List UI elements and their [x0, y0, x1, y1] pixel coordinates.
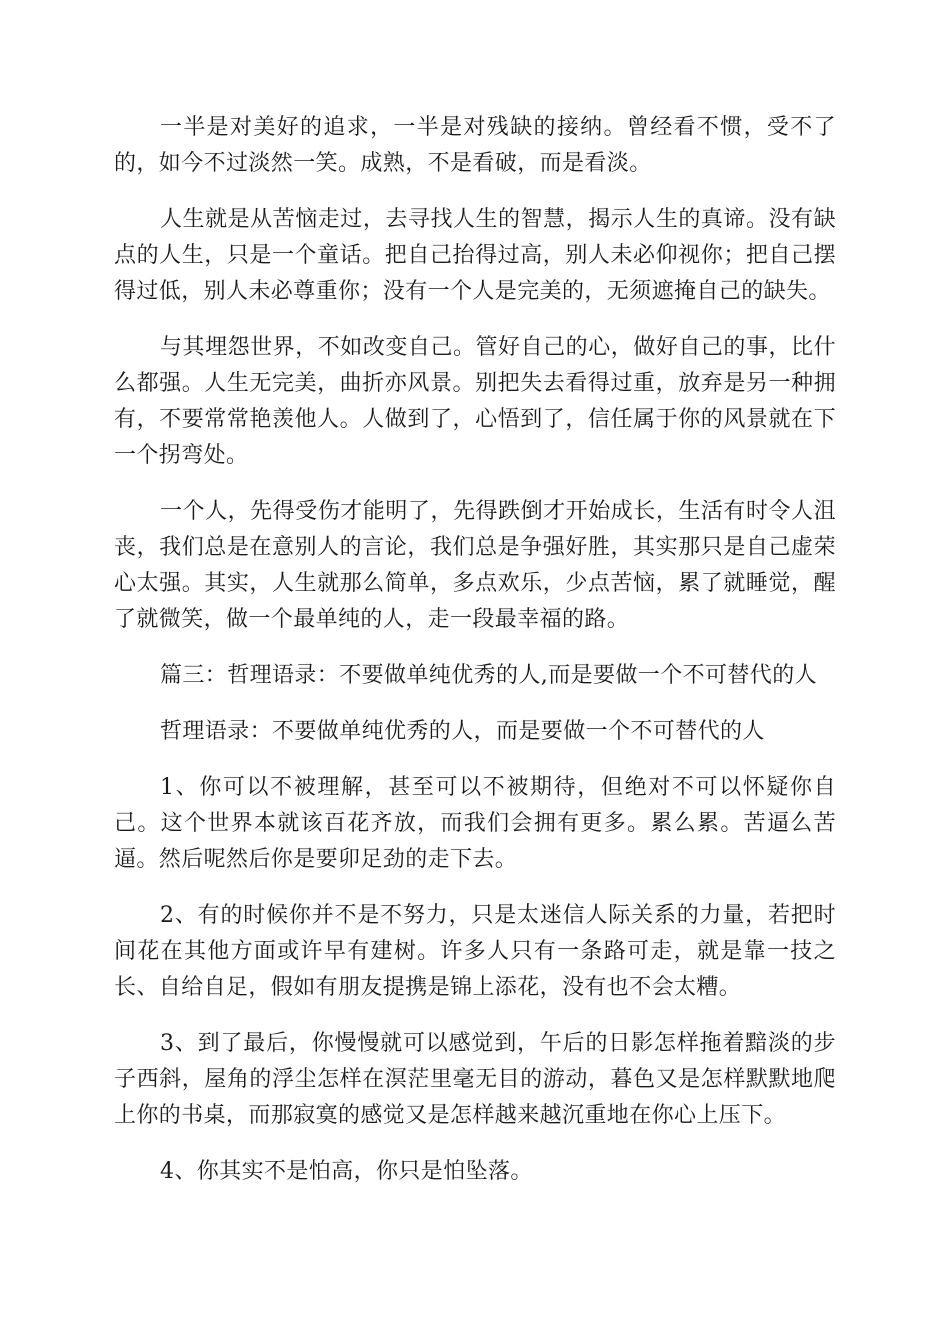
section-subtitle: 哲理语录：不要做单纯优秀的人，而是要做一个不可替代的人	[160, 719, 765, 744]
quote-item-1: 1、你可以不被理解，甚至可以不被期待，但绝对不可以怀疑你自己。这个世界本就该百花齐放，而我们会拥有更多。累么累。苦逼么苦逼。然后呢然后你是要卯足劲的走下去。	[114, 775, 836, 872]
quote-item-4: 4、你其实不是怕高，你只是怕坠落。	[160, 1159, 533, 1184]
paragraph-1: 一半是对美好的追求，一半是对残缺的接纳。曾经看不惯，受不了的，如今不过淡然一笑。成熟，不是看破，而是看淡。	[114, 115, 836, 176]
quote-item-2: 2、有的时候你并不是不努力，只是太迷信人际关系的力量，若把时间花在其他方面或许早有建树。许多人只有一条路可走，就是靠一技之长、自给自足，假如有朋友提携是锦上添花，没有也不会太糟。	[114, 903, 836, 1000]
paragraph-2: 人生就是从苦恼走过，去寻找人生的智慧，揭示人生的真谛。没有缺点的人生，只是一个童话。把自己抬得过高，别人未必仰视你；把自己摆得过低，别人未必尊重你；没有一个人是完美的，无须遮掩自己的缺失。	[114, 207, 836, 304]
section-heading: 篇三：哲理语录：不要做单纯优秀的人,而是要做一个不可替代的人	[160, 663, 817, 688]
paragraph-3: 与其埋怨世界，不如改变自己。管好自己的心，做好自己的事，比什么都强。人生无完美，曲折亦风景。别把失去看得过重，放弃是另一种拥有，不要常常艳羡他人。人做到了，心悟到了，信任属于你的风景就在下一个拐弯处。	[114, 335, 836, 468]
document-body	[114, 110, 836, 1210]
quote-item-3: 3、到了最后，你慢慢就可以感觉到，午后的日影怎样拖着黯淡的步子西斜，屋角的浮尘怎样在溟茫里毫无目的游动，暮色又是怎样默默地爬上你的书桌，而那寂寞的感觉又是怎样越来越沉重地在你心上压下。	[114, 1031, 836, 1128]
paragraph-4: 一个人，先得受伤才能明了，先得跌倒才开始成长，生活有时令人沮丧，我们总是在意别人的言论，我们总是争强好胜，其实那只是自己虚荣心太强。其实，人生就那么简单，多点欢乐，少点苦恼，累了就睡觉，醒了就微笑，做一个最单纯的人，走一段最幸福的路。	[114, 499, 836, 632]
